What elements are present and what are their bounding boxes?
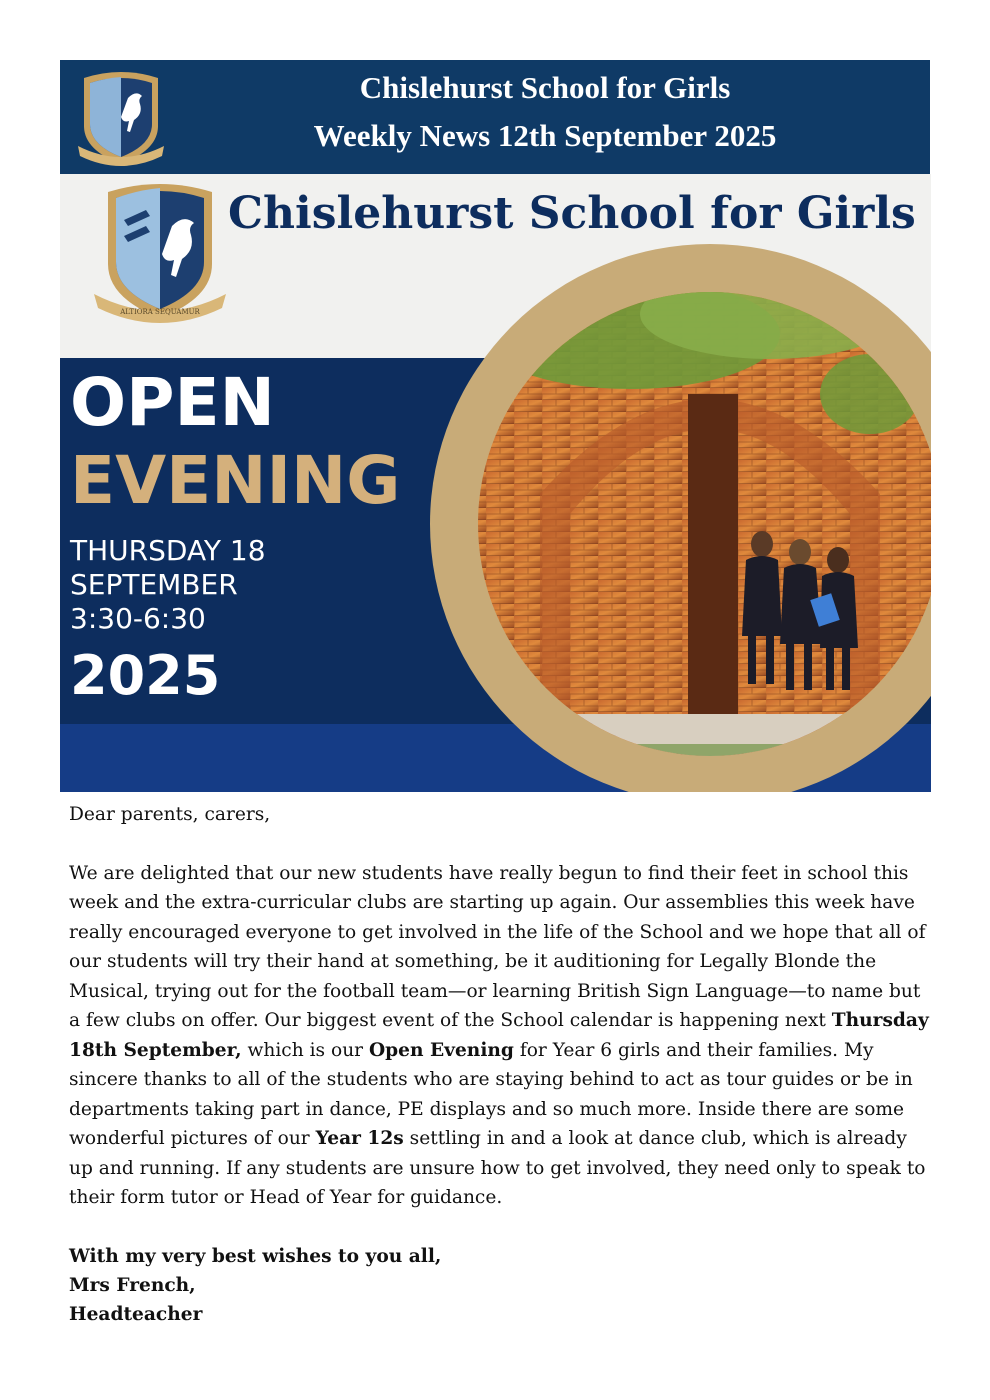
signature-role: Headteacher <box>69 1303 203 1325</box>
letter-text-3: for Year 6 girls and their families. My sincere thanks to all of the students who are staying behind to act as tour guides or be in departments taking part in dance, PE displays and so much more. Inside there are some wonderful pictures of our <box>69 1039 913 1149</box>
school-crest-icon <box>76 68 166 168</box>
headteacher-letter <box>69 800 929 1329</box>
banner-school-name: Chislehurst School for Girls <box>228 188 916 239</box>
letter-signature <box>69 1242 929 1329</box>
banner-open: OPEN <box>70 364 275 441</box>
school-entrance-photo <box>430 244 931 792</box>
letter-body <box>69 859 929 1213</box>
school-crest-icon <box>90 180 230 328</box>
newsletter-header <box>60 60 930 174</box>
signature-closing: With my very best wishes to you all, <box>69 1245 442 1267</box>
letter-bold-open-evening: Open Evening <box>368 1039 514 1061</box>
letter-text-4: settling in and a look at dance club, which is already up and running. If any students are unsure how to get involved, they need only to speak to their form tutor or Head of Year for guidance. <box>69 1128 926 1208</box>
crest-motto: ALTIORA SEQUAMUR <box>120 308 200 316</box>
banner-year: 2025 <box>70 644 221 707</box>
newsletter-subtitle: Weekly News 12th September 2025 <box>313 118 777 153</box>
banner-time: 3:30-6:30 <box>70 602 206 635</box>
letter-bold-date: Thursday 18th September, <box>69 1010 929 1061</box>
banner-date-line1: THURSDAY 18 <box>70 534 266 567</box>
banner-evening: EVENING <box>70 442 401 519</box>
letter-greeting: Dear parents, carers, <box>69 804 271 825</box>
letter-text-2: which is our <box>241 1039 369 1061</box>
open-evening-banner <box>60 174 931 792</box>
newsletter-title: Chislehurst School for Girls <box>359 70 731 105</box>
banner-date <box>70 534 370 636</box>
letter-text-1: We are delighted that our new students have really begun to find their feet in school this week and the extra-curricular clubs are starting up again. Our assemblies this week have really encouraged everyone to get involved in the life of the School and we hope that all of our students will try their hand at something, be it auditioning for Legally Blonde the Musical, trying out for the football team—or learning British Sign Language—to name but a few clubs on offer. Our biggest event of the School calendar is happening next <box>69 862 926 1031</box>
signature-name: Mrs French, <box>69 1274 196 1296</box>
banner-date-line2: SEPTEMBER <box>70 568 238 601</box>
letter-bold-year12s: Year 12s <box>315 1128 404 1149</box>
